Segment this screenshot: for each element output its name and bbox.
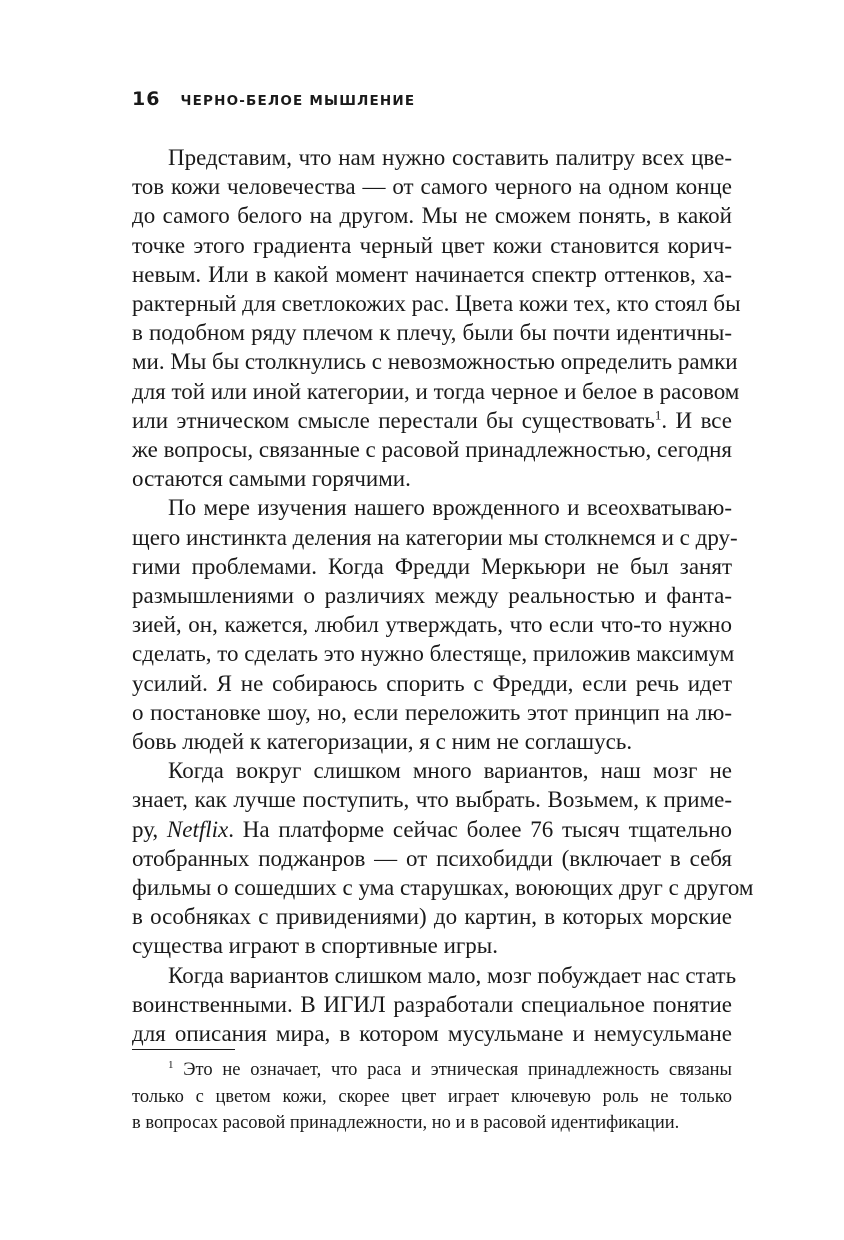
paragraph [132, 756, 754, 960]
text-line: точке этого градиента черный цвет кожи становится корич- [132, 232, 732, 258]
page-number: 16 [132, 88, 161, 110]
chapter-title: ЧЕРНО-БЕЛОЕ МЫШЛЕНИЕ [180, 93, 416, 109]
text-line: рактерный для светлокожих рас. Цвета кожи тех, кто стоял бы [132, 291, 741, 317]
body-text [132, 143, 754, 1048]
text-line: Когда вокруг слишком много вариантов, наш мозг не [168, 758, 732, 784]
text-run: или этническом смысле перестали бы существовать [132, 407, 655, 433]
footnote-marker: 1 [168, 1058, 174, 1071]
text-line: же вопросы, связанные с расовой принадлежностью, сегодня [132, 437, 732, 463]
footnote-reference[interactable]: 1 [654, 407, 662, 423]
running-head [132, 88, 415, 110]
text-line [132, 406, 732, 435]
text-line: ми. Мы бы столкнулись с невозможностью определить рамки [132, 349, 738, 375]
text-line: Когда вариантов слишком мало, мозг побуждает нас стать [168, 962, 737, 988]
footnote [132, 1057, 732, 1137]
footnote-line: только с цветом кожи, скорее цвет играет ключевую роль не только [132, 1086, 732, 1107]
text-line: в особняках с привидениями) до картин, в которых морские [132, 904, 732, 930]
text-line: в подобном ряду плечом к плечу, были бы почти идентичны- [132, 320, 732, 346]
paragraph [132, 961, 737, 1049]
text-line: для описания мира, в котором мусульмане и немусульмане [132, 1021, 732, 1047]
text-line: отобранных поджанров — от психобидди (включает в себя [132, 845, 732, 871]
text-run: . И все [661, 407, 732, 433]
text-line: до самого белого на другом. Мы не сможем понять, в какой [132, 203, 732, 229]
paragraph [132, 143, 741, 493]
footnote-text: Это не означает, что раса и этническая принадлежность связаны [173, 1060, 732, 1080]
text-line: размышлениями о различиях между реальностью и фанта- [132, 583, 732, 609]
footnote-divider [132, 1049, 235, 1050]
text-run: ру, [132, 816, 167, 842]
text-line: По мере изучения нашего врожденного и всеохватываю- [168, 495, 732, 521]
text-line: тов кожи человечества — от самого черного на одном конце [132, 174, 732, 200]
text-line: усилий. Я не собираюсь спорить с Фредди, если речь идет [132, 670, 732, 696]
text-run: . На платформе сейчас более 76 тысяч тщательно [228, 816, 732, 842]
italic-term: Netflix [166, 816, 229, 842]
text-line: воинственными. В ИГИЛ разработали специальное понятие [132, 991, 732, 1017]
text-line: для той или иной категории, и тогда черное и белое в расовом [132, 378, 740, 404]
text-line: зией, он, кажется, любил утверждать, что если что-то нужно [132, 612, 732, 638]
text-line: о постановке шоу, но, если переложить этот принцип на лю- [132, 699, 732, 725]
footnote-line [132, 1057, 732, 1084]
text-line: знает, как лучше поступить, что выбрать. Возьмем, к приме- [132, 787, 732, 813]
text-line: щего инстинкта деления на категории мы столкнемся и с дру- [132, 524, 738, 550]
text-line: фильмы о сошедших с ума старушках, воюющих друг с другом [132, 875, 754, 901]
text-line: остаются самыми горячими. [132, 466, 411, 492]
text-line [132, 815, 732, 844]
text-line: бовь людей к категоризации, я с ним не соглашусь. [132, 729, 633, 755]
footnote-line: в вопросах расовой принадлежности, но и в расовой идентификации. [132, 1113, 680, 1133]
paragraph [132, 493, 738, 756]
text-line: сделать, то сделать это нужно блестяще, приложив максимум [132, 641, 735, 667]
text-line: невым. Или в какой момент начинается спектр оттенков, ха- [132, 261, 732, 287]
text-line: гими проблемами. Когда Фредди Меркьюри не был занят [132, 553, 732, 579]
text-line: Представим, что нам нужно составить палитру всех цве- [168, 145, 732, 170]
text-line: существа играют в спортивные игры. [132, 933, 499, 959]
